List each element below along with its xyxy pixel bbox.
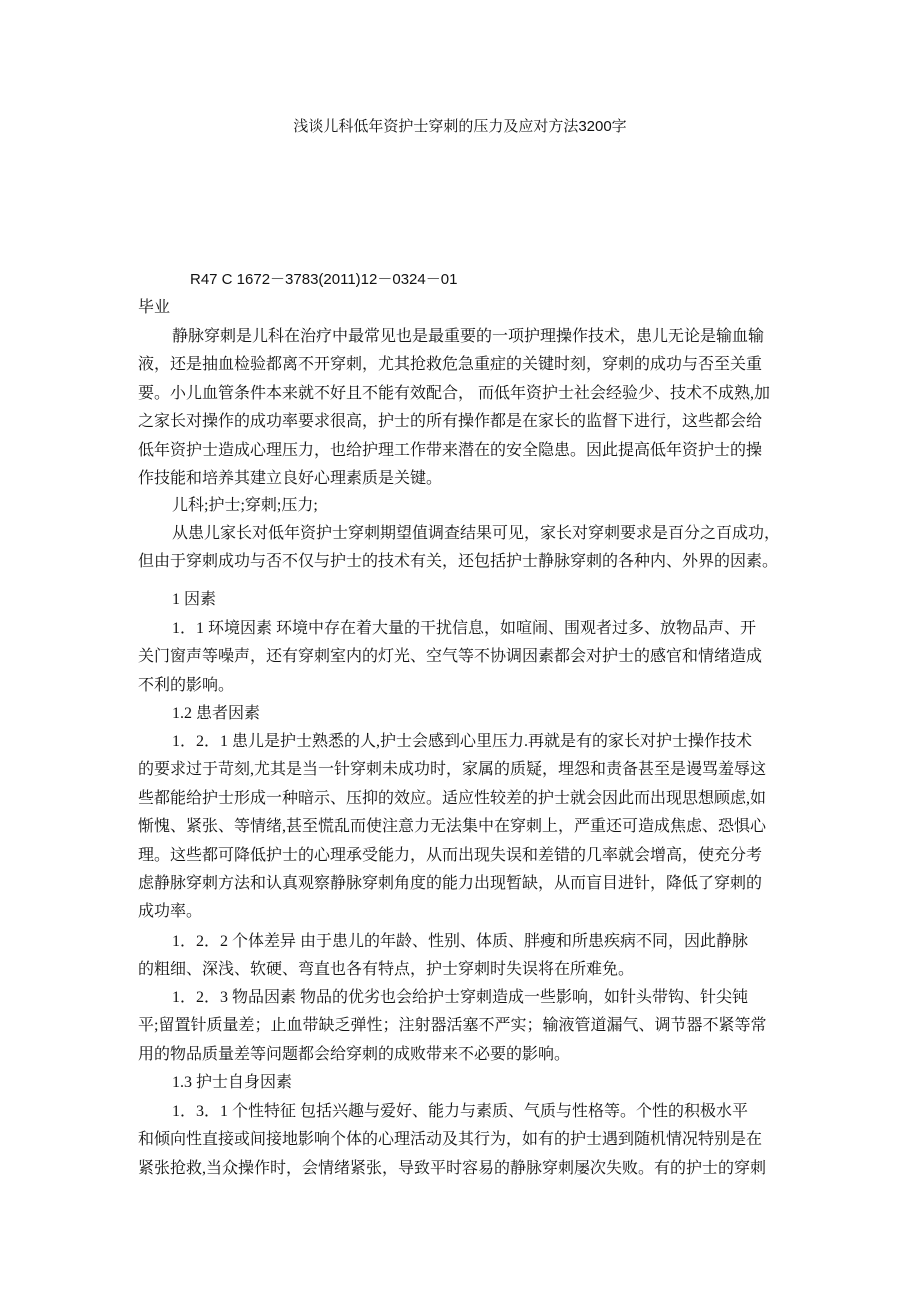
subsection-paragraph-line: 平;留置针质量差；止血带缺乏弹性；注射器活塞不严实；输液管道漏气、调节器不紧等常: [138, 1017, 767, 1035]
intro-paragraph-line: 从患儿家长对低年资护士穿刺期望值调查结果可见，家长对穿刺要求是百分之百成功，: [172, 525, 781, 542]
classification-code: R47 C 1672－3783(2011)12－0324－01: [190, 271, 458, 288]
subsection-paragraph-line: 虑静脉穿刺方法和认真观察静脉穿刺角度的能力出现暂缺，从而盲目进针，降低了穿刺的: [138, 875, 763, 892]
subsection-paragraph-line: 和倾向性直接或间接地影响个体的心理活动及其行为，如有的护士遇到随机情况特别是在: [138, 1131, 763, 1149]
subsection-heading-line: 1.2 患者因素: [172, 705, 261, 722]
author: 毕业: [138, 299, 171, 316]
subsection-paragraph-line: 紧张抢救,当众操作时，会情绪紧张，导致平时容易的静脉穿刺屡次失败。有的护士的穿刺: [138, 1159, 767, 1177]
subsection-paragraph-line: 用的物品质量差等问题都会给穿刺的成败带来不必要的影响。: [138, 1045, 571, 1063]
document-title: 浅谈儿科低年资护士穿刺的压力及应对方法3200字: [293, 118, 627, 135]
abstract-paragraph-line: 之家长对操作的成功率要求很高，护士的所有操作都是在家长的监督下进行，这些都会给: [138, 413, 763, 431]
subsection-paragraph-line: 理。这些都可降低护士的心理承受能力，从而出现失误和差错的几率就会增高，使充分考: [138, 846, 763, 864]
abstract-paragraph-line: 作技能和培养其建立良好心理素质是关键。: [138, 470, 443, 487]
subsection-paragraph-line: 惭愧、紧张、等情绪,甚至慌乱而使注意力无法集中在穿刺上，严重还可造成焦虑、恐惧心: [138, 818, 767, 836]
abstract-paragraph-line: 液，还是抽血检验都离不开穿刺，尤其抢救危急重症的关键时刻，穿刺的成功与否至关重: [138, 356, 763, 374]
subsection-paragraph-line: 不利的影响。: [138, 676, 235, 694]
subsection-heading-line: 1.3 护士自身因素: [172, 1074, 293, 1091]
intro-paragraph-line: 但由于穿刺成功与否不仅与护士的技术有关，还包括护士静脉穿刺的各种内、外界的因素。: [138, 553, 779, 571]
abstract-paragraph-line: 要。小儿血管条件本来就不好且不能有效配合， 而低年资护士社会经验少、技术不成熟,加: [138, 384, 771, 402]
abstract-paragraph-line: 低年资护士造成心理压力，也给护理工作带来潜在的安全隐患。因此提高低年资护士的操: [138, 441, 763, 459]
subsection-paragraph-line: 1．2．3 物品因素 物品的优劣也会给护士穿刺造成一些影响，如针头带钩、针尖钝: [172, 989, 749, 1006]
subsection-paragraph-line: 成功率。: [138, 903, 203, 921]
abstract-paragraph-line: 静脉穿刺是儿科在治疗中最常见也是最重要的一项护理操作技术，患儿无论是输血输: [172, 328, 765, 345]
section-heading-line: 1 因素: [172, 591, 217, 608]
subsection-paragraph-line: 的粗细、深浅、软硬、弯直也各有特点，护士穿刺时失误将在所难免。: [138, 960, 635, 978]
subsection-paragraph-line: 些都能给护士形成一种暗示、压抑的效应。适应性较差的护士就会因此而出现思想顾虑,如: [138, 789, 767, 807]
subsection-paragraph-line: 的要求过于苛刻,尤其是当一针穿刺未成功时，家属的质疑，埋怨和责备甚至是谩骂羞辱这: [138, 761, 767, 779]
subsection-paragraph-line: 关门窗声等噪声，还有穿刺室内的灯光、空气等不协调因素都会对护士的感官和情绪造成: [138, 648, 763, 666]
subsection-paragraph-line: 1．2．2 个体差异 由于患儿的年龄、性别、体质、胖瘦和所患疾病不同，因此静脉: [172, 932, 749, 950]
subsection-paragraph-line: 1．2．1 患儿是护士熟悉的人,护士会感到心里压力.再就是有的家长对护士操作技术: [172, 733, 753, 750]
subsection-paragraph-line: 1．3．1 个性特征 包括兴趣与爱好、能力与素质、气质与性格等。个性的积极水平: [172, 1103, 749, 1120]
subsection-paragraph-line: 1．1 环境因素 环境中存在着大量的干扰信息，如喧闹、围观者过多、放物品声、开: [172, 620, 757, 637]
keywords-line: 儿科;护士;穿刺;压力;: [172, 497, 318, 514]
